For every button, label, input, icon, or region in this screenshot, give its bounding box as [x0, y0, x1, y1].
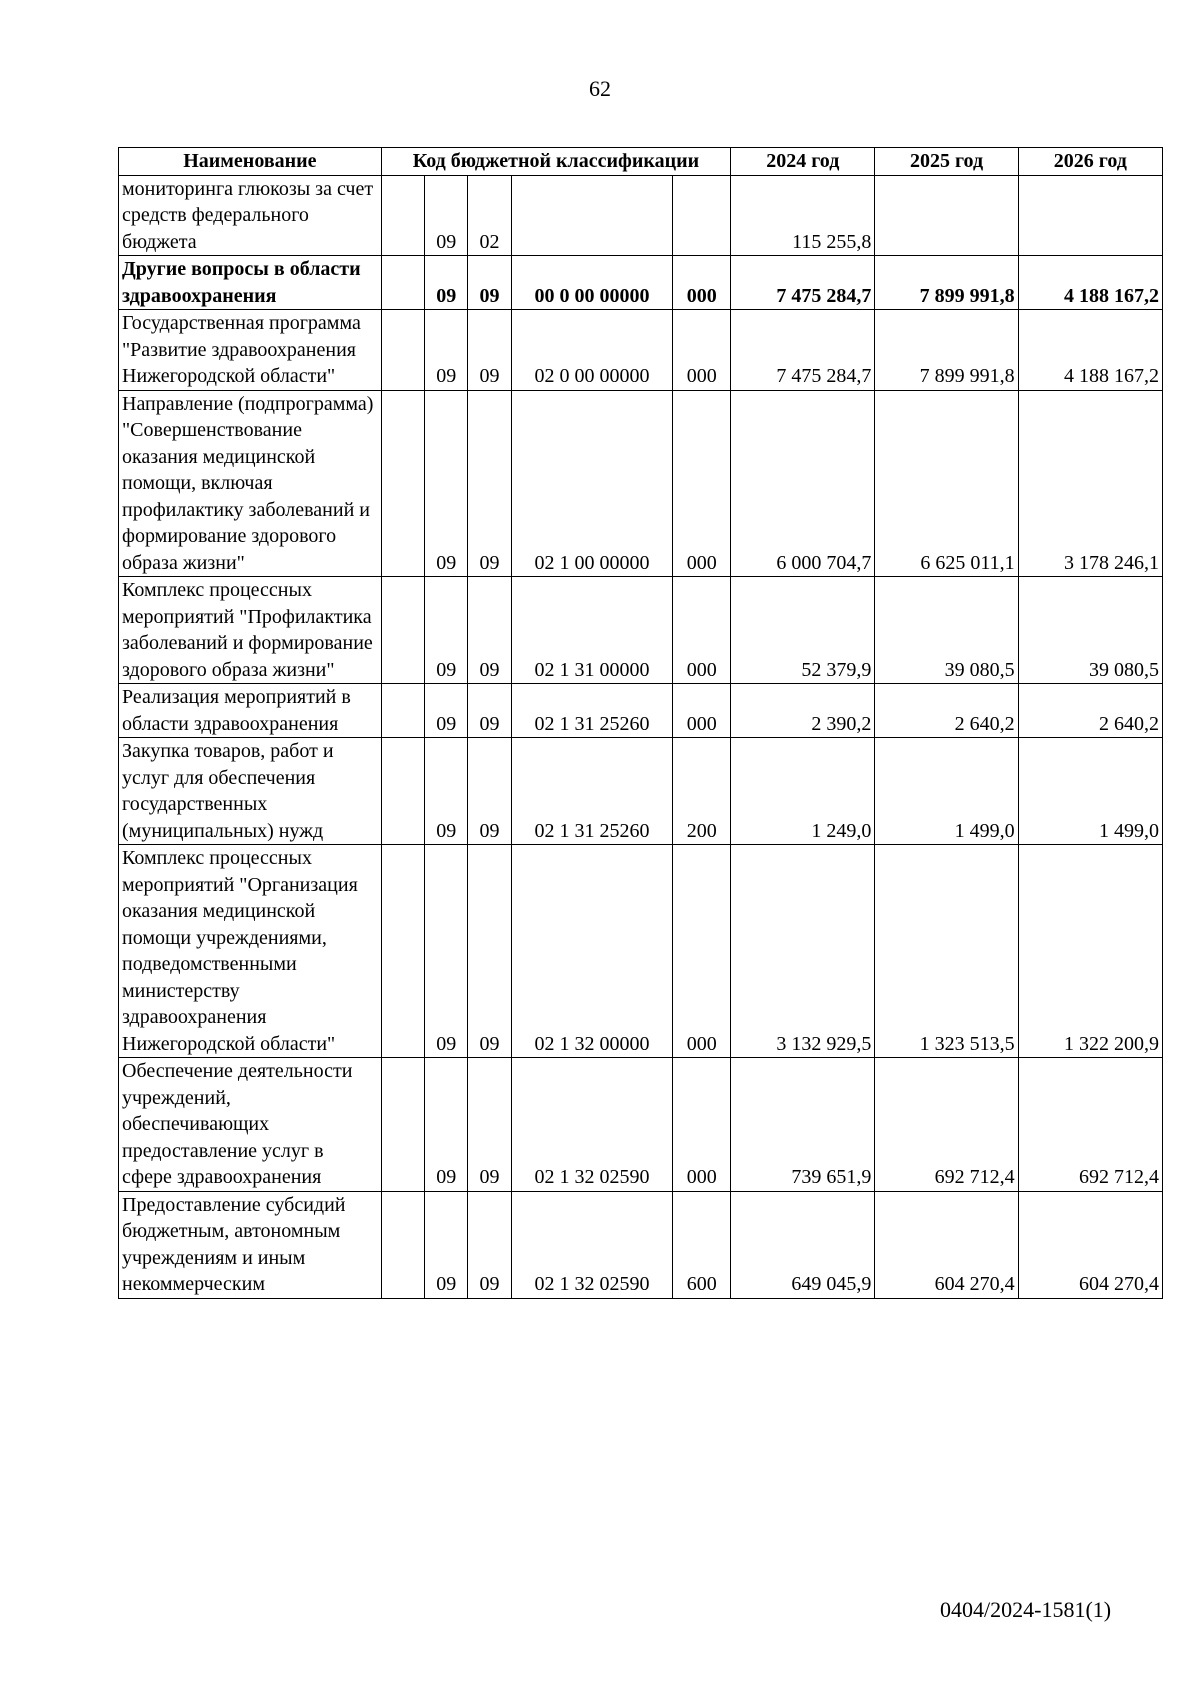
- code-target: 02 1 31 25260: [511, 738, 673, 845]
- table-row: [119, 738, 1163, 845]
- code-chapter: 09: [425, 175, 468, 256]
- table-row: [119, 390, 1163, 577]
- code-expense-type: 200: [673, 738, 731, 845]
- row-name: Комплекс процессных мероприятий "Организация оказания медицинской помощи учреждениями, подведомственными министерству здравоохранения Нижегородской области": [119, 845, 382, 1058]
- value-2024: 52 379,9: [731, 577, 875, 684]
- code-expense-type: 000: [673, 577, 731, 684]
- code-target: 02 0 00 00000: [511, 310, 673, 391]
- value-2025: 604 270,4: [875, 1191, 1018, 1298]
- code-target: 02 1 31 00000: [511, 577, 673, 684]
- code-subsection: 09: [468, 256, 511, 310]
- code-expense-type: [673, 175, 731, 256]
- header-code: Код бюджетной классификации: [381, 148, 730, 176]
- code-expense-type: 000: [673, 310, 731, 391]
- code-target: [511, 175, 673, 256]
- row-name: Другие вопросы в области здравоохранения: [119, 256, 382, 310]
- code-chapter: 09: [425, 577, 468, 684]
- code-subsection: 09: [468, 845, 511, 1058]
- code-target: 02 1 31 25260: [511, 684, 673, 738]
- table-row: [119, 1058, 1163, 1192]
- code-section: [381, 175, 424, 256]
- row-name: Закупка товаров, работ и услуг для обеспечения государственных (муниципальных) нужд: [119, 738, 382, 845]
- table-row: [119, 845, 1163, 1058]
- row-name: Направление (подпрограмма) "Совершенствование оказания медицинской помощи, включая профилактику заболеваний и формирование здорового образа жизни": [119, 390, 382, 577]
- document-code: 0404/2024-1581(1): [940, 1597, 1112, 1622]
- page-number: 62: [589, 76, 611, 101]
- value-2025: [875, 175, 1018, 256]
- code-subsection: 09: [468, 1191, 511, 1298]
- code-expense-type: 000: [673, 1058, 731, 1192]
- code-expense-type: 000: [673, 256, 731, 310]
- code-subsection: 09: [468, 684, 511, 738]
- value-2024: 1 249,0: [731, 738, 875, 845]
- code-expense-type: 000: [673, 390, 731, 577]
- value-2025: 1 499,0: [875, 738, 1018, 845]
- value-2024: 2 390,2: [731, 684, 875, 738]
- header-2024: 2024 год: [731, 148, 875, 176]
- value-2026: 4 188 167,2: [1018, 256, 1162, 310]
- code-expense-type: 000: [673, 684, 731, 738]
- row-name: Предоставление субсидий бюджетным, автономным учреждениям и иным некоммерческим: [119, 1191, 382, 1298]
- value-2026: [1018, 175, 1162, 256]
- value-2026: 3 178 246,1: [1018, 390, 1162, 577]
- code-chapter: 09: [425, 845, 468, 1058]
- value-2025: 39 080,5: [875, 577, 1018, 684]
- code-subsection: 09: [468, 310, 511, 391]
- value-2025: 7 899 991,8: [875, 256, 1018, 310]
- header-2026: 2026 год: [1018, 148, 1162, 176]
- value-2026: 604 270,4: [1018, 1191, 1162, 1298]
- value-2025: 2 640,2: [875, 684, 1018, 738]
- table-row: [119, 1191, 1163, 1298]
- row-name: мониторинга глюкозы за счет средств федерального бюджета: [119, 175, 382, 256]
- value-2026: 4 188 167,2: [1018, 310, 1162, 391]
- code-section: [381, 577, 424, 684]
- value-2024: 3 132 929,5: [731, 845, 875, 1058]
- row-name: Обеспечение деятельности учреждений, обеспечивающих предоставление услуг в сфере здравоохранения: [119, 1058, 382, 1192]
- code-section: [381, 390, 424, 577]
- code-subsection: 09: [468, 738, 511, 845]
- code-chapter: 09: [425, 738, 468, 845]
- code-expense-type: 600: [673, 1191, 731, 1298]
- value-2025: 6 625 011,1: [875, 390, 1018, 577]
- code-chapter: 09: [425, 1191, 468, 1298]
- value-2024: 7 475 284,7: [731, 256, 875, 310]
- table-header-row: [119, 148, 1163, 176]
- code-subsection: 09: [468, 390, 511, 577]
- row-name: Комплекс процессных мероприятий "Профилактика заболеваний и формирование здорового образа жизни": [119, 577, 382, 684]
- code-target: 00 0 00 00000: [511, 256, 673, 310]
- code-section: [381, 1058, 424, 1192]
- value-2026: 692 712,4: [1018, 1058, 1162, 1192]
- value-2024: 115 255,8: [731, 175, 875, 256]
- value-2024: 7 475 284,7: [731, 310, 875, 391]
- budget-table: [118, 147, 1163, 1299]
- row-name: Реализация мероприятий в области здравоохранения: [119, 684, 382, 738]
- value-2026: 2 640,2: [1018, 684, 1162, 738]
- code-subsection: 09: [468, 577, 511, 684]
- code-section: [381, 1191, 424, 1298]
- table-row: [119, 175, 1163, 256]
- code-chapter: 09: [425, 390, 468, 577]
- code-subsection: 02: [468, 175, 511, 256]
- code-section: [381, 738, 424, 845]
- table-row: [119, 256, 1163, 310]
- code-expense-type: 000: [673, 845, 731, 1058]
- code-chapter: 09: [425, 684, 468, 738]
- code-target: 02 1 32 02590: [511, 1191, 673, 1298]
- value-2025: 7 899 991,8: [875, 310, 1018, 391]
- value-2025: 1 323 513,5: [875, 845, 1018, 1058]
- value-2025: 692 712,4: [875, 1058, 1018, 1192]
- code-target: 02 1 32 02590: [511, 1058, 673, 1192]
- header-2025: 2025 год: [875, 148, 1018, 176]
- code-subsection: 09: [468, 1058, 511, 1192]
- value-2024: 6 000 704,7: [731, 390, 875, 577]
- value-2026: 39 080,5: [1018, 577, 1162, 684]
- code-section: [381, 256, 424, 310]
- code-section: [381, 310, 424, 391]
- row-name: Государственная программа "Развитие здравоохранения Нижегородской области": [119, 310, 382, 391]
- code-chapter: 09: [425, 310, 468, 391]
- table-row: [119, 310, 1163, 391]
- table-row: [119, 684, 1163, 738]
- code-chapter: 09: [425, 256, 468, 310]
- code-target: 02 1 00 00000: [511, 390, 673, 577]
- value-2026: 1 499,0: [1018, 738, 1162, 845]
- value-2024: 739 651,9: [731, 1058, 875, 1192]
- value-2024: 649 045,9: [731, 1191, 875, 1298]
- header-name: Наименование: [119, 148, 382, 176]
- value-2026: 1 322 200,9: [1018, 845, 1162, 1058]
- code-target: 02 1 32 00000: [511, 845, 673, 1058]
- code-chapter: 09: [425, 1058, 468, 1192]
- table-row: [119, 577, 1163, 684]
- code-section: [381, 684, 424, 738]
- code-section: [381, 845, 424, 1058]
